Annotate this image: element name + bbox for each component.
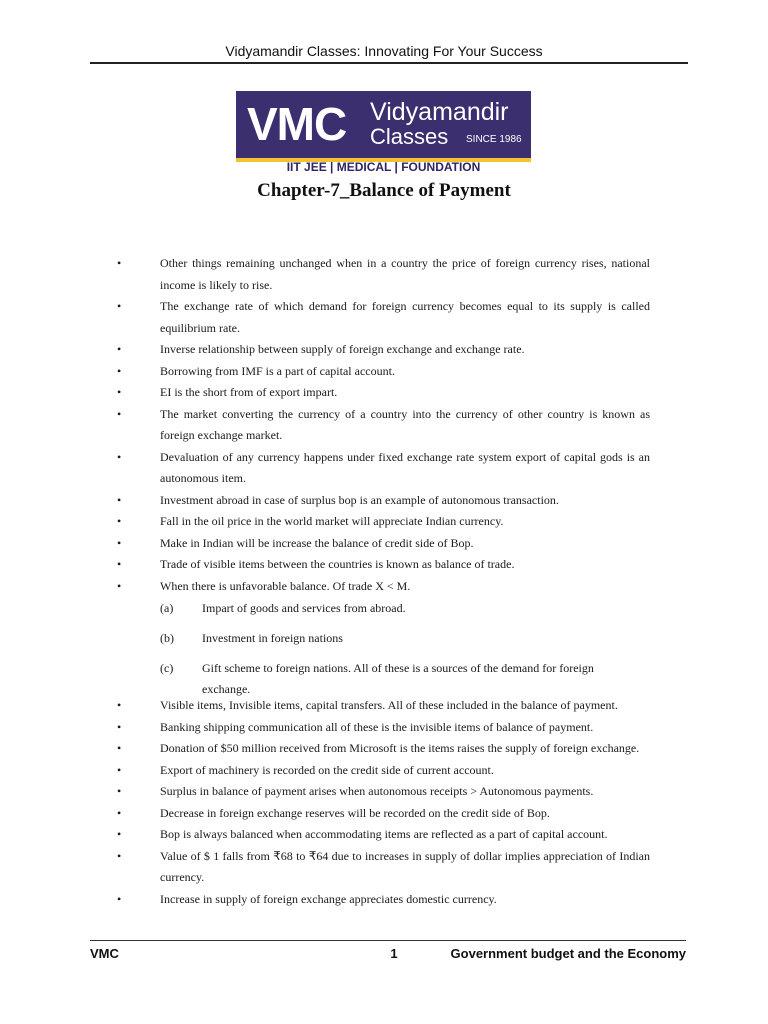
footer-brand: VMC bbox=[90, 946, 119, 961]
bullet-icon: • bbox=[117, 698, 122, 712]
sub-item-text: Impart of goods and services from abroad. bbox=[202, 601, 406, 615]
bullet-text: Trade of visible items between the countries is known as balance of trade. bbox=[160, 557, 515, 571]
bullet-item bbox=[0, 533, 650, 555]
bullet-icon: • bbox=[117, 406, 122, 421]
bullet-item bbox=[0, 824, 650, 846]
notes-content bbox=[0, 253, 768, 910]
logo-mark: VMC bbox=[247, 98, 347, 150]
bullet-text: Banking shipping communication all of these is the invisible items of balance of payment. bbox=[160, 719, 594, 734]
bullet-text: Make in Indian will be increase the balance of credit side of Bop. bbox=[160, 535, 474, 550]
bullet-item bbox=[0, 361, 650, 383]
bullet-text: Surplus in balance of payment arises when autonomous receipts > Autonomous payments. bbox=[160, 784, 594, 798]
bullet-icon: • bbox=[117, 762, 122, 777]
logo-name-line1: Vidyamandir bbox=[370, 98, 509, 126]
bullet-text: Inverse relationship between supply of foreign exchange and exchange rate. bbox=[160, 342, 525, 356]
sub-item-list bbox=[0, 597, 768, 695]
bullet-icon: • bbox=[117, 848, 122, 863]
bullet-item bbox=[0, 490, 650, 512]
bullet-icon: • bbox=[117, 492, 122, 507]
footer-divider bbox=[90, 940, 686, 941]
bullet-icon: • bbox=[117, 557, 122, 571]
bullet-text: Visible items, Invisible items, capital transfers. All of these included in the balance of payment. bbox=[160, 698, 618, 712]
header-divider bbox=[90, 62, 688, 64]
sub-item-marker: (b) bbox=[160, 631, 174, 645]
sub-item-marker: (a) bbox=[160, 601, 174, 615]
sub-item bbox=[0, 628, 642, 658]
page-header-title: Vidyamandir Classes: Innovating For Your Success bbox=[225, 43, 543, 59]
bullet-list-b bbox=[0, 695, 768, 910]
bullet-icon: • bbox=[117, 578, 122, 593]
logo-name-line2: Classes bbox=[370, 124, 449, 149]
bullet-text: Investment abroad in case of surplus bop is an example of autonomous transaction. bbox=[160, 492, 559, 507]
bullet-icon: • bbox=[117, 784, 122, 798]
bullet-text: Increase in supply of foreign exchange appreciates domestic currency. bbox=[160, 891, 497, 906]
bullet-item bbox=[0, 253, 650, 296]
bullet-icon: • bbox=[117, 741, 122, 755]
bullet-icon: • bbox=[117, 363, 122, 378]
bullet-item bbox=[0, 511, 650, 533]
bullet-text: Bop is always balanced when accommodating items are reflected as a part of capital account. bbox=[160, 827, 608, 841]
bullet-item bbox=[0, 447, 650, 490]
bullet-text: Value of $ 1 falls from ₹68 to ₹64 due to increases in supply of dollar implies appreciation of Indian currency. bbox=[160, 848, 650, 884]
bullet-item bbox=[0, 846, 650, 889]
bullet-item bbox=[0, 781, 650, 803]
bullet-item bbox=[0, 339, 650, 361]
bullet-item bbox=[0, 803, 650, 825]
bullet-text: Decrease in foreign exchange reserves will be recorded on the credit side of Bop. bbox=[160, 805, 550, 820]
chapter-title: Chapter-7_Balance of Payment bbox=[257, 180, 511, 201]
bullet-text: The exchange rate of which demand for foreign currency becomes equal to its supply is called equilibrium rate. bbox=[160, 299, 650, 335]
bullet-icon: • bbox=[117, 535, 122, 550]
sub-item-text: Gift scheme to foreign nations. All of these is a sources of the demand for foreign exchange. bbox=[202, 661, 594, 696]
bullet-item bbox=[0, 404, 650, 447]
sub-item-marker: (c) bbox=[160, 661, 174, 675]
bullet-text: Borrowing from IMF is a part of capital account. bbox=[160, 363, 395, 378]
sub-item-text: Investment in foreign nations bbox=[202, 631, 343, 645]
bullet-icon: • bbox=[117, 256, 122, 270]
bullet-list-a bbox=[0, 253, 768, 597]
bullet-icon: • bbox=[117, 514, 122, 528]
logo-tagline: IIT JEE | MEDICAL | FOUNDATION bbox=[286, 160, 481, 174]
bullet-icon: • bbox=[117, 827, 122, 841]
bullet-text: EI is the short from of export impart. bbox=[160, 385, 338, 399]
bullet-text: When there is unfavorable balance. Of trade X < M. bbox=[160, 578, 411, 593]
logo-since: SINCE 1986 bbox=[466, 134, 522, 145]
bullet-item bbox=[0, 738, 650, 760]
bullet-text: Export of machinery is recorded on the credit side of current account. bbox=[160, 762, 494, 777]
bullet-item bbox=[0, 717, 650, 739]
sub-item bbox=[0, 598, 642, 628]
bullet-item bbox=[0, 760, 650, 782]
bullet-icon: • bbox=[117, 342, 122, 356]
bullet-text: Donation of $50 million received from Microsoft is the items raises the supply of foreign exchange. bbox=[160, 741, 640, 755]
bullet-item bbox=[0, 695, 650, 717]
bullet-item bbox=[0, 889, 650, 911]
bullet-icon: • bbox=[117, 805, 122, 820]
footer-subject: Government budget and the Economy bbox=[450, 946, 686, 961]
bullet-text: The market converting the currency of a country into the currency of other country is known as foreign exchange market. bbox=[160, 406, 650, 442]
bullet-icon: • bbox=[117, 719, 122, 734]
bullet-text: Devaluation of any currency happens under fixed exchange rate system export of capital gods is an autonomous item. bbox=[160, 449, 650, 485]
bullet-icon: • bbox=[117, 449, 122, 464]
bullet-text: Fall in the oil price in the world market will appreciate Indian currency. bbox=[160, 514, 504, 528]
sub-item bbox=[0, 658, 642, 696]
vmc-logo bbox=[236, 91, 531, 158]
bullet-item bbox=[0, 382, 650, 404]
bullet-item bbox=[0, 576, 650, 598]
bullet-item bbox=[0, 554, 650, 576]
bullet-text: Other things remaining unchanged when in a country the price of foreign currency rises, national income is likely to rise. bbox=[160, 256, 650, 292]
bullet-icon: • bbox=[117, 385, 122, 399]
bullet-icon: • bbox=[117, 891, 122, 906]
bullet-item bbox=[0, 296, 650, 339]
page-number: 1 bbox=[390, 946, 398, 961]
bullet-icon: • bbox=[117, 299, 122, 313]
